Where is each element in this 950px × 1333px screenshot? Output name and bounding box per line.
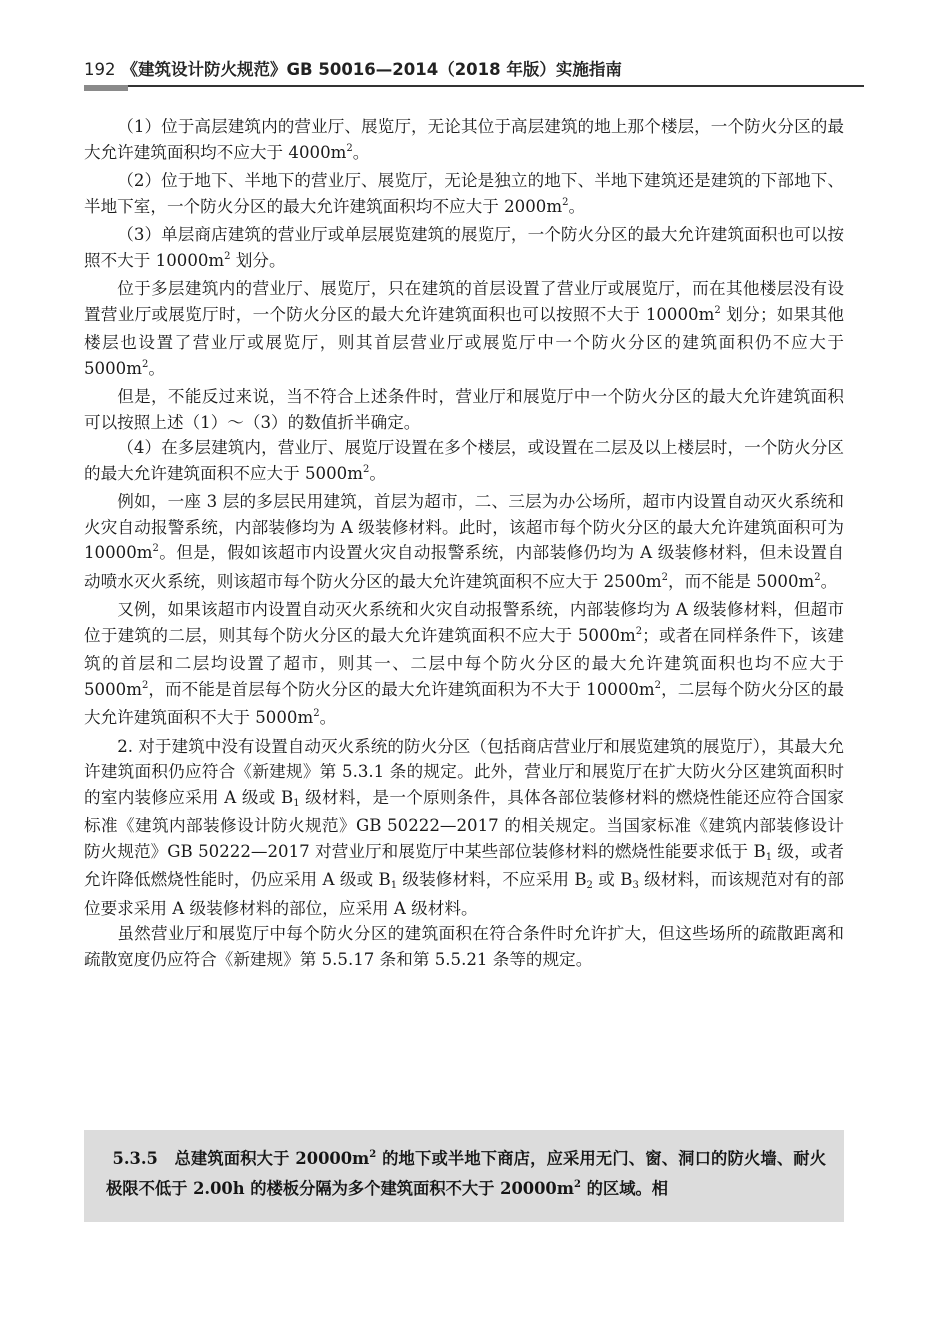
text-run: ，二层每个防火分区的最大允许建筑面积不大于 5000m: [84, 679, 845, 727]
text-run: ，而不能是 5000m: [668, 571, 815, 591]
text-run: 级材料，而该规范对有的部位要求采用 A 级装修材料的部位，应采用 A 级材料。: [84, 870, 844, 918]
paragraph: [84, 276, 844, 384]
superscript: 2: [152, 543, 159, 554]
text-run: 。: [369, 463, 386, 483]
paragraph: [84, 734, 844, 922]
paragraph: [84, 489, 844, 597]
running-header: [84, 58, 864, 82]
text-run: 。: [319, 708, 337, 727]
text-run: 。但是，假如该超市内设置火灾自动报警系统，内部装修仍均为 A 级装修材料，但未设置自动喷水灭火系统，则该超市每个防火分区的最大允许建筑面积不应大于 2500m: [84, 543, 844, 591]
superscript: 2: [362, 463, 370, 475]
superscript: 2: [814, 571, 821, 583]
text-run: 级材料，是一个原则条件，具体各部位装修材料的燃烧性能还应符合国家标准《建筑内部装修设计防火规范》GB 50222—2017 的相关规定。当国家标准《建筑内部装修设计防火规范》GB 50222—2017 对营业厅和展览厅中某些部位装修材料的燃烧性能要求低于 B: [84, 787, 844, 861]
text-run: （3）单层商店建筑的营业厅或单层展览建筑的展览厅，一个防火分区的最大允许建筑面积也可以按照不大于 10000m: [84, 225, 844, 270]
text-run: 级装修材料，不应采用 B: [397, 870, 587, 889]
text-run: 划分。: [230, 250, 286, 270]
superscript: 2: [661, 571, 669, 583]
body-text: [84, 114, 844, 972]
superscript: 2: [714, 304, 721, 316]
text-run: 的地下或半地下商店，应采用无门、窗、洞口的防火墙、耐火极限不低于 2.00h 的楼板分隔为多个建筑面积不大于 20000m: [106, 1149, 827, 1198]
text-run: 但是，不能反过来说，当不符合上述条件时，营业厅和展览厅中一个防火分区的最大允许建筑面积可以按照上述（1）～（3）的数值折半确定。: [84, 387, 844, 432]
text-run: 位于多层建筑内的营业厅、展览厅，只在建筑的首层设置了营业厅或展览厅，而在其他楼层没有设置营业厅或展览厅时，一个防火分区的最大允许建筑面积也可以按照不大于 10000m: [84, 279, 844, 324]
superscript: 2: [141, 679, 149, 691]
text-run: 。: [352, 142, 370, 162]
text-run: 2. 对于建筑中没有设置自动灭火系统的防火分区（包括商店营业厅和展览建筑的展览厅），其最大允许建筑面积仍应符合《新建规》第 5.3.1 条的规定。此外，营业厅和展览厅在扩大防火分区建筑面积时的室内装修应采用 A 级或 B: [84, 736, 844, 807]
subscript: 1: [765, 851, 773, 863]
text-run: （2）位于地下、半地下的营业厅、展览厅，无论是独立的地下、半地下建筑还是建筑的下部地下、半地下室，一个防火分区的最大允许建筑面积均不应大于 2000m: [84, 171, 844, 216]
text-run: 虽然营业厅和展览厅中每个防火分区的建筑面积在符合条件时允许扩大，但这些场所的疏散距离和疏散宽度仍应符合《新建规》第 5.5.17 条和第 5.5.21 条等的规定。: [84, 924, 844, 969]
text-run: 级，或者允许降低燃烧性能时，仍应采用 A 级或 B: [84, 841, 845, 889]
superscript: 2: [635, 625, 643, 637]
paragraph: [84, 384, 844, 435]
clause-box: [84, 1130, 844, 1222]
text-run: ；或者在同样条件下，该建筑的首层和二层均设置了超市，则其一、二层中每个防火分区的最大允许建筑面积也均不应大于 5000m: [84, 625, 844, 699]
page-number: 192: [84, 60, 116, 79]
clause-5-3-5-text: [106, 1145, 826, 1205]
superscript: 2: [562, 196, 569, 208]
book-title: 《建筑设计防火规范》GB 50016—2014（2018 年版）实施指南: [121, 60, 622, 79]
superscript: 2: [654, 679, 662, 691]
paragraph: [84, 921, 844, 972]
paragraph: [84, 222, 844, 276]
text-run: 划分；如果其他楼层也设置了营业厅或展览厅，则其首层营业厅或展览厅中一个防火分区的建筑面积仍不应大于 5000m: [84, 304, 844, 378]
text-run: 或 B: [592, 870, 633, 889]
paragraph: [84, 435, 844, 489]
text-run: 的区域。相: [580, 1179, 669, 1198]
superscript: 2: [346, 142, 353, 154]
text-run: （1）位于高层建筑内的营业厅、展览厅，无论其位于高层建筑的地上那个楼层，一个防火分区的最大允许建筑面积均不应大于 4000m: [84, 117, 844, 162]
superscript: 2: [574, 1179, 581, 1190]
superscript: 2: [141, 358, 149, 370]
text-run: ，而不能是首层每个防火分区的最大允许建筑面积为不大于 10000m: [148, 679, 655, 699]
superscript: 2: [224, 250, 231, 262]
text-run: （4）在多层建筑内，营业厅、展览厅设置在多个楼层，或设置在二层及以上楼层时，一个防火分区的最大允许建筑面积不应大于 5000m: [84, 438, 844, 483]
subscript: 3: [632, 880, 639, 891]
superscript: 2: [313, 708, 320, 719]
text-run: 例如，一座 3 层的多层民用建筑，首层为超市，二、三层为办公场所，超市内设置自动灭火系统和火灾自动报警系统，内部装修均为 A 级装修材料。此时，该超市每个防火分区的最大允许建筑面积可为 10000m: [84, 492, 844, 562]
header-rule: [84, 85, 864, 87]
text-run: 5.3.5 总建筑面积大于 20000m: [112, 1149, 370, 1168]
header-rule-accent: [84, 85, 128, 91]
text-run: 。: [148, 358, 165, 378]
paragraph: [84, 597, 844, 734]
subscript: 1: [293, 797, 300, 809]
text-run: 。: [568, 196, 586, 216]
paragraph: [84, 114, 844, 168]
paragraph: [84, 168, 844, 222]
text-run: 。: [820, 571, 838, 591]
subscript: 2: [586, 880, 593, 891]
text-run: 又例，如果该超市内设置自动灭火系统和火灾自动报警系统，内部装修均为 A 级装修材料，但超市位于建筑的二层，则其每个防火分区的最大允许建筑面积不应大于 5000m: [84, 600, 844, 645]
subscript: 1: [390, 880, 398, 891]
superscript: 2: [369, 1149, 377, 1160]
